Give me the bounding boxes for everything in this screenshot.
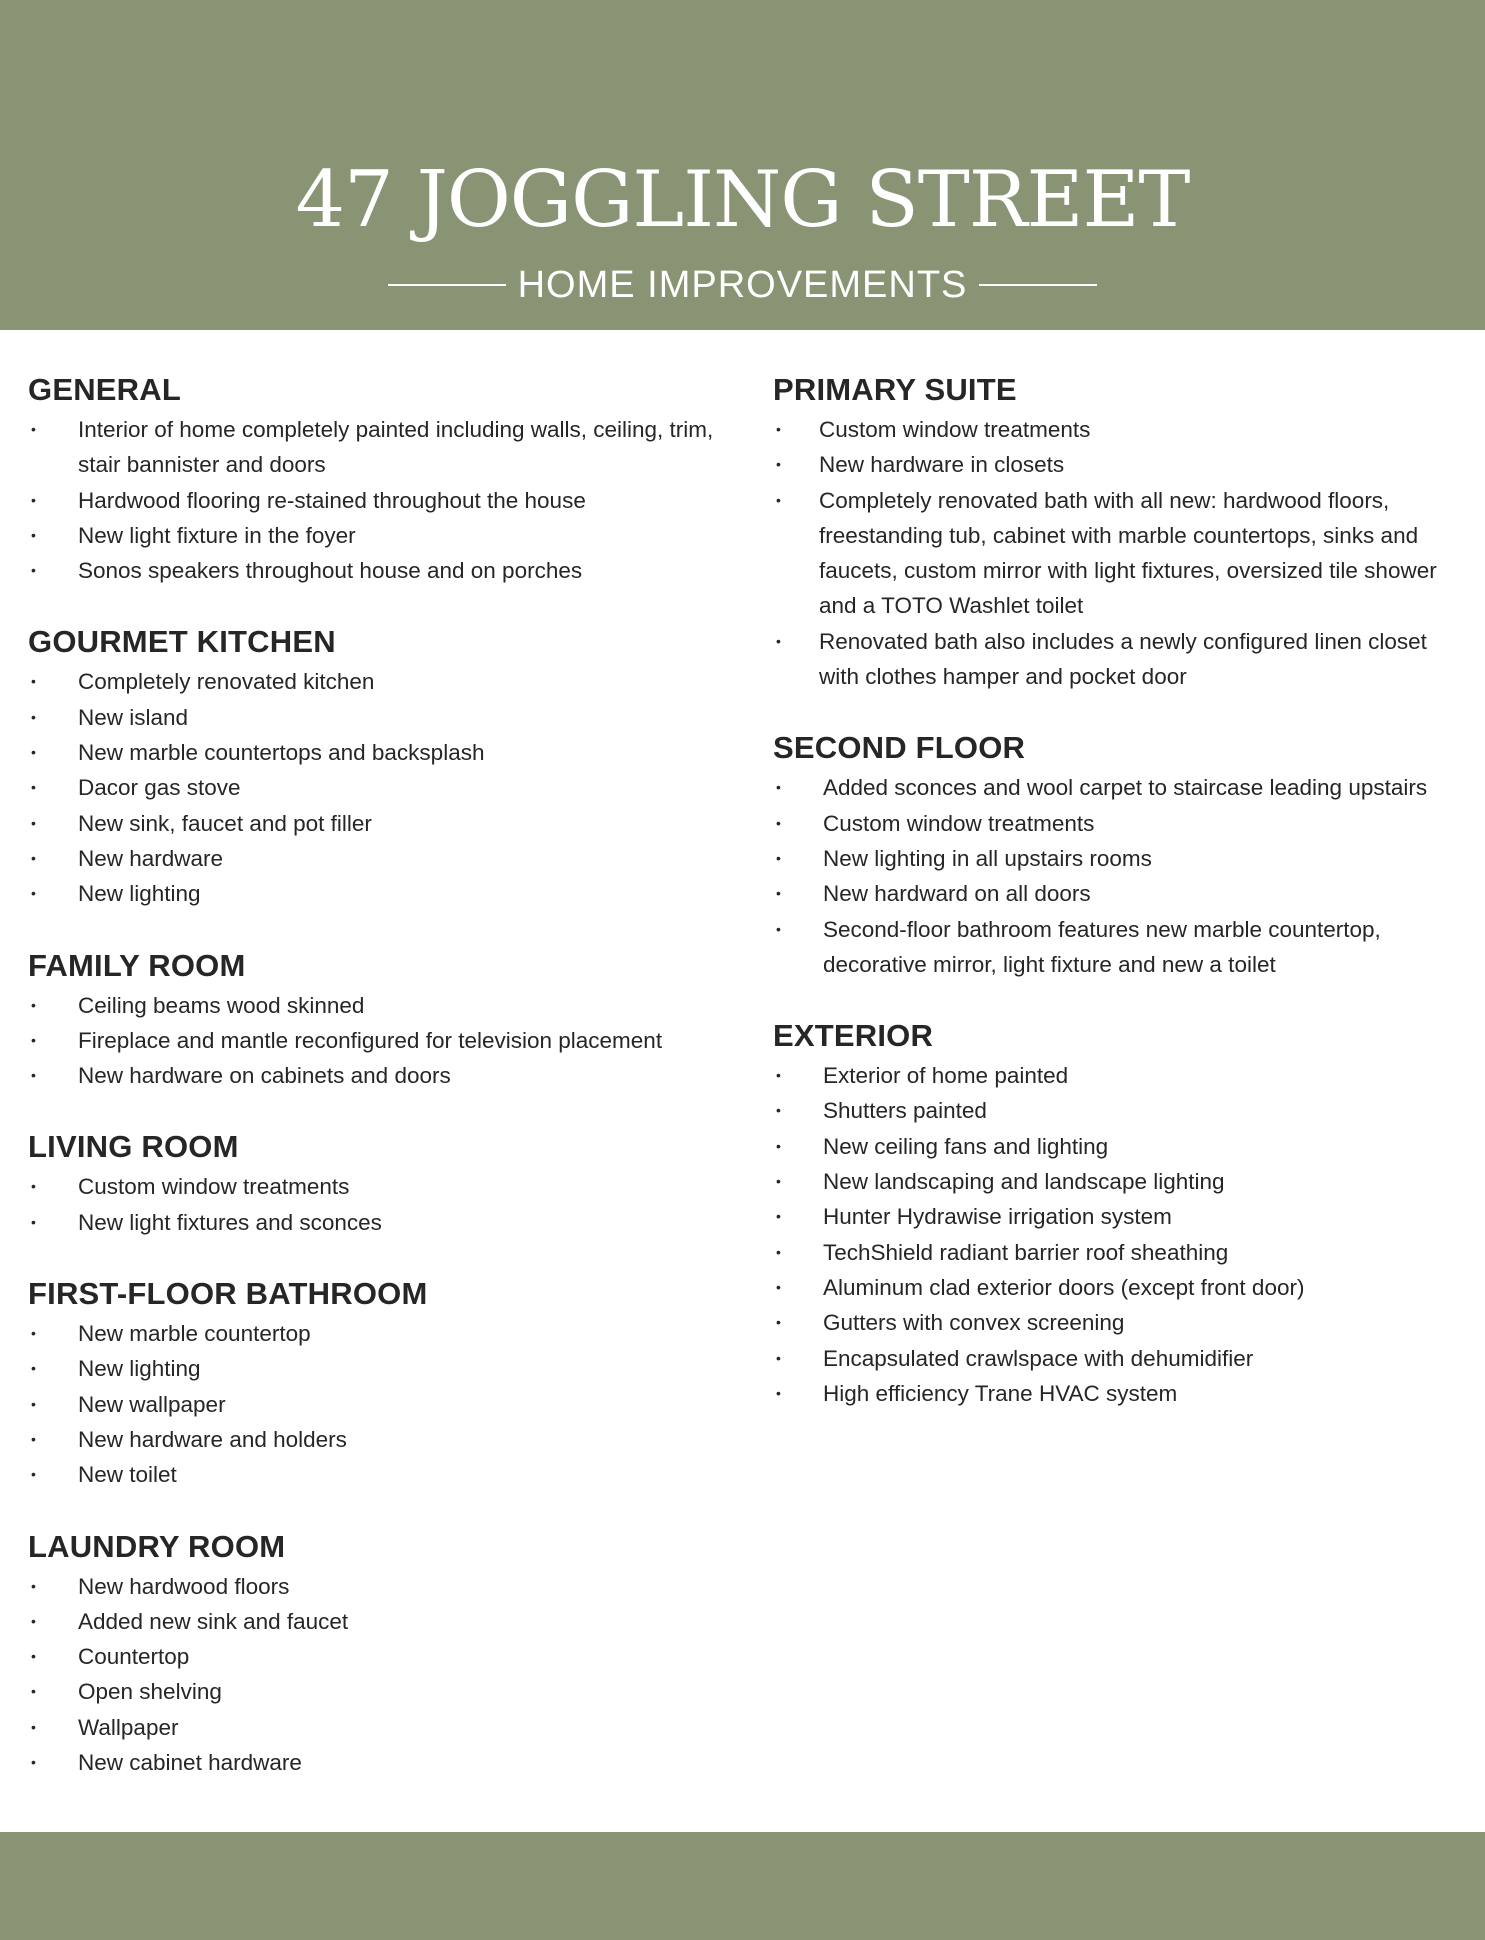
item-list xyxy=(28,664,728,911)
item-text: Renovated bath also includes a newly configured linen closet with clothes hamper and pocket door xyxy=(819,628,1427,690)
bullet-icon: • xyxy=(31,849,36,866)
bullet-icon: • xyxy=(31,1577,36,1594)
list-item xyxy=(773,483,1473,624)
list-item xyxy=(28,1205,728,1240)
bullet-icon: • xyxy=(776,1137,781,1154)
list-item xyxy=(28,1023,728,1058)
bullet-icon: • xyxy=(31,421,36,437)
item-text: New lighting xyxy=(78,1356,201,1382)
item-text: New ceiling fans and lighting xyxy=(823,1133,1109,1159)
bullet-icon: • xyxy=(31,1466,36,1483)
bullet-icon: • xyxy=(31,1395,36,1412)
item-text: New hardward on all doors xyxy=(823,881,1091,907)
section-primary-suite xyxy=(773,368,1473,694)
section-family-room xyxy=(28,944,728,1094)
section-title: EXTERIOR xyxy=(773,1018,934,1054)
item-text: New landscaping and landscape lighting xyxy=(823,1169,1225,1195)
item-text: New light fixtures and sconces xyxy=(78,1209,382,1235)
section-living-room xyxy=(28,1125,728,1240)
list-item xyxy=(28,770,728,805)
subtitle-rule-left xyxy=(388,284,506,286)
item-text: New marble countertops and backsplash xyxy=(78,740,485,766)
item-text: New hardwood floors xyxy=(78,1573,290,1599)
item-text: New cabinet hardware xyxy=(78,1750,302,1776)
section-title: FIRST-FLOOR BATHROOM xyxy=(28,1276,428,1312)
bullet-icon: • xyxy=(776,920,781,937)
bullet-icon: • xyxy=(31,1325,36,1342)
list-item xyxy=(28,841,728,876)
bullet-icon: • xyxy=(776,814,781,831)
list-item xyxy=(28,1604,728,1639)
list-item xyxy=(28,1169,728,1204)
item-text: New hardware and holders xyxy=(78,1426,347,1452)
bullet-icon: • xyxy=(31,996,36,1013)
bullet-icon: • xyxy=(31,1360,36,1377)
list-item xyxy=(28,1316,728,1351)
section-title: GENERAL xyxy=(28,372,181,407)
bullet-icon: • xyxy=(31,1718,36,1735)
item-text: New lighting in all upstairs rooms xyxy=(823,845,1152,871)
bullet-icon: • xyxy=(776,1067,781,1084)
section-title: LAUNDRY ROOM xyxy=(28,1528,286,1564)
list-item xyxy=(773,806,1473,841)
item-text: Sonos speakers throughout house and on porches xyxy=(78,558,583,584)
section-second-floor xyxy=(773,726,1473,982)
list-item xyxy=(28,664,728,699)
section-gourmet-kitchen xyxy=(28,620,728,911)
bullet-icon: • xyxy=(31,1213,36,1230)
list-item xyxy=(28,1422,728,1457)
item-text: Added sconces and wool carpet to staircase leading upstairs xyxy=(823,775,1428,801)
item-text: New hardware in closets xyxy=(819,452,1065,478)
bullet-icon: • xyxy=(31,1430,36,1447)
section-laundry-room xyxy=(28,1525,728,1781)
bullet-icon: • xyxy=(776,421,781,437)
left-column xyxy=(28,368,728,1812)
bullet-icon: • xyxy=(776,1278,781,1295)
item-text: Shutters painted xyxy=(823,1098,987,1124)
list-item xyxy=(773,1129,1473,1164)
item-text: New marble countertop xyxy=(78,1321,311,1347)
bullet-icon: • xyxy=(776,1208,781,1225)
bullet-icon: • xyxy=(776,849,781,866)
list-item xyxy=(28,1457,728,1492)
bullet-icon: • xyxy=(776,1173,781,1190)
bullet-icon: • xyxy=(31,814,36,831)
item-text: Aluminum clad exterior doors (except front door) xyxy=(823,1274,1305,1300)
bullet-icon: • xyxy=(31,744,36,761)
item-text: New island xyxy=(78,704,189,730)
bullet-icon: • xyxy=(31,673,36,690)
bullet-icon: • xyxy=(776,885,781,902)
list-item xyxy=(773,876,1473,911)
bullet-icon: • xyxy=(776,1314,781,1331)
list-item xyxy=(28,1387,728,1422)
item-text: High efficiency Trane HVAC system xyxy=(823,1380,1178,1406)
item-text: Custom window treatments xyxy=(78,1174,350,1200)
bullet-icon: • xyxy=(31,779,36,796)
list-item xyxy=(28,876,728,911)
bullet-icon: • xyxy=(776,1384,781,1401)
list-item xyxy=(28,412,728,483)
item-text: Custom window treatments xyxy=(819,417,1091,442)
item-text: Fireplace and mantle reconfigured for television placement xyxy=(78,1027,663,1053)
bullet-icon: • xyxy=(776,1243,781,1260)
bullet-icon: • xyxy=(776,1349,781,1366)
bullet-icon: • xyxy=(776,491,781,508)
list-item xyxy=(773,1305,1473,1340)
bullet-icon: • xyxy=(31,526,36,543)
list-item xyxy=(28,518,728,553)
item-list xyxy=(28,1316,728,1492)
item-text: New sink, faucet and pot filler xyxy=(78,810,372,836)
bullet-icon: • xyxy=(31,1754,36,1771)
section-exterior xyxy=(773,1014,1473,1411)
bullet-icon: • xyxy=(776,779,781,796)
list-item xyxy=(773,841,1473,876)
item-text: Exterior of home painted xyxy=(823,1063,1069,1089)
list-item xyxy=(28,1710,728,1745)
section-title: SECOND FLOOR xyxy=(773,730,1026,766)
item-text: Wallpaper xyxy=(78,1714,179,1740)
bullet-icon: • xyxy=(776,456,781,473)
item-text: Completely renovated kitchen xyxy=(78,669,375,695)
list-item xyxy=(773,447,1473,482)
list-item xyxy=(28,700,728,735)
item-text: New wallpaper xyxy=(78,1391,226,1417)
bullet-icon: • xyxy=(776,1102,781,1119)
item-text: Gutters with convex screening xyxy=(823,1310,1125,1336)
bullet-icon: • xyxy=(776,632,781,649)
bullet-icon: • xyxy=(31,1031,36,1048)
list-item xyxy=(28,1639,728,1674)
list-item xyxy=(773,1341,1473,1376)
item-text: Hardwood flooring re-stained throughout the house xyxy=(78,487,586,513)
section-title: LIVING ROOM xyxy=(28,1129,239,1165)
item-list xyxy=(28,1569,728,1781)
item-text: New lighting xyxy=(78,881,201,907)
item-list xyxy=(28,988,728,1094)
item-text: Dacor gas stove xyxy=(78,775,241,801)
list-item xyxy=(28,735,728,770)
section-general xyxy=(28,368,728,588)
item-list xyxy=(28,412,728,588)
item-text: Added new sink and faucet xyxy=(78,1608,349,1634)
list-item xyxy=(773,624,1473,695)
bullet-icon: • xyxy=(31,1178,36,1195)
item-text: New hardware xyxy=(78,845,224,871)
bullet-icon: • xyxy=(31,491,36,508)
page-subtitle: HOME IMPROVEMENTS xyxy=(517,264,968,306)
list-item xyxy=(773,1199,1473,1234)
bullet-icon: • xyxy=(31,1067,36,1084)
section-title: PRIMARY SUITE xyxy=(773,372,1017,407)
list-item xyxy=(773,1235,1473,1270)
list-item xyxy=(773,1093,1473,1128)
footer-band xyxy=(0,1832,1485,1940)
bullet-icon: • xyxy=(31,1612,36,1629)
section-first-floor-bathroom xyxy=(28,1272,728,1492)
list-item xyxy=(773,1058,1473,1093)
item-list xyxy=(28,1169,728,1240)
list-item xyxy=(28,1351,728,1386)
header-band xyxy=(0,0,1485,330)
list-item xyxy=(28,1745,728,1780)
list-item xyxy=(28,806,728,841)
item-text: Second-floor bathroom features new marble countertop, decorative mirror, light fixture and new a toilet xyxy=(823,916,1381,977)
item-text: Interior of home completely painted including walls, ceiling, trim, stair bannister and doors xyxy=(78,417,714,478)
right-column xyxy=(773,368,1473,1443)
bullet-icon: • xyxy=(31,708,36,725)
item-text: Custom window treatments xyxy=(823,810,1095,836)
item-text: Completely renovated bath with all new: hardwood floors, freestanding tub, cabinet with marble countertops, sinks and faucets, custom mirror with light fixtures, oversized tile shower and a TOTO Washlet toilet xyxy=(819,487,1437,619)
list-item xyxy=(773,770,1473,805)
list-item xyxy=(28,1058,728,1093)
item-text: Open shelving xyxy=(78,1679,222,1705)
list-item xyxy=(28,1569,728,1604)
page-title: 47 JOGGLING STREET xyxy=(295,155,1190,245)
list-item xyxy=(773,912,1473,983)
list-item xyxy=(28,553,728,588)
subtitle-row xyxy=(0,262,1485,308)
bullet-icon: • xyxy=(31,885,36,902)
item-text: Countertop xyxy=(78,1644,190,1670)
item-text: New toilet xyxy=(78,1462,177,1488)
bullet-icon: • xyxy=(31,562,36,579)
bullet-icon: • xyxy=(31,1683,36,1700)
list-item xyxy=(773,1164,1473,1199)
list-item xyxy=(773,412,1473,447)
section-title: FAMILY ROOM xyxy=(28,947,246,983)
item-text: Ceiling beams wood skinned xyxy=(78,992,365,1018)
item-text: TechShield radiant barrier roof sheathing xyxy=(823,1239,1229,1265)
list-item xyxy=(28,1674,728,1709)
list-item xyxy=(773,1376,1473,1411)
bullet-icon: • xyxy=(31,1648,36,1665)
item-text: Encapsulated crawlspace with dehumidifier xyxy=(823,1345,1254,1371)
list-item xyxy=(773,1270,1473,1305)
subtitle-rule-right xyxy=(979,284,1097,286)
list-item xyxy=(28,483,728,518)
item-text: New hardware on cabinets and doors xyxy=(78,1063,451,1089)
section-title: GOURMET KITCHEN xyxy=(28,624,336,660)
list-item xyxy=(28,988,728,1023)
item-text: Hunter Hydrawise irrigation system xyxy=(823,1204,1172,1230)
item-list xyxy=(773,1058,1473,1411)
item-list xyxy=(773,770,1473,982)
item-list xyxy=(773,412,1473,694)
item-text: New light fixture in the foyer xyxy=(78,522,356,548)
